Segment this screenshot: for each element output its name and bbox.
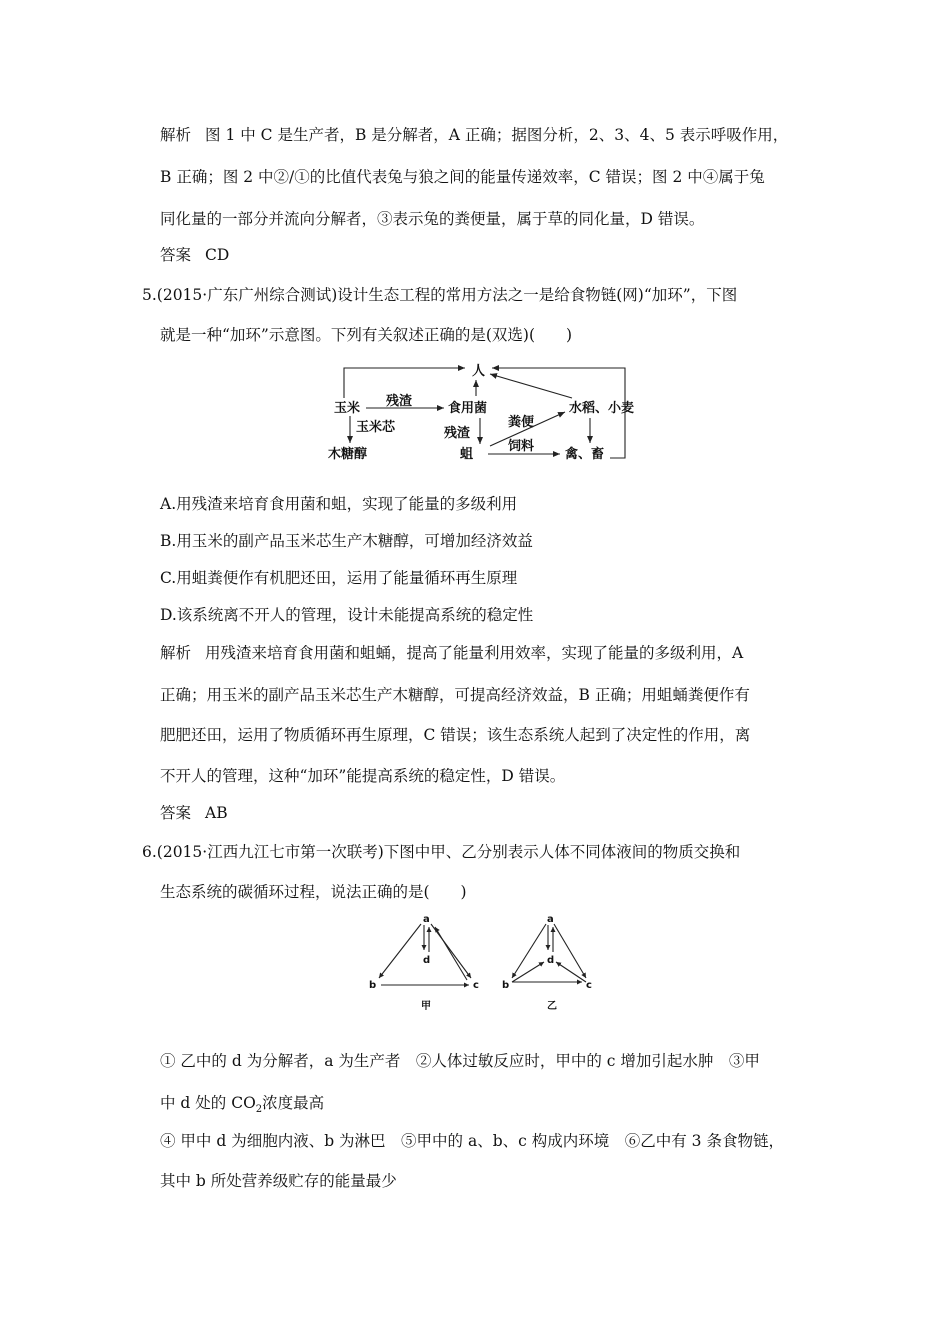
edge-label-feed: 饲料: [508, 439, 535, 454]
node-poultry: 禽、畜: [565, 447, 605, 462]
co2-subscript: 2: [255, 1104, 263, 1116]
q5-solution-line-4: 不开人的管理，这种“加环”能提高系统的稳定性，D 错误。: [160, 767, 566, 785]
q5-food-chain-diagram: [320, 360, 640, 465]
node-maggot: 蛆: [460, 447, 474, 462]
q6-statement-line-1: ① 乙中的 d 为分解者，a 为生产者 ②人体过敏反应时，甲中的 c 增加引起水肿 ③甲: [160, 1052, 760, 1070]
q5-solution-line-2: 正确；用玉米的副产品玉米芯生产木糖醇，可提高经济效益，B 正确；用蛆蛹粪便作有: [160, 686, 750, 704]
node-corn: 玉米: [334, 401, 361, 416]
node-rice-wheat: 水稻、小麦: [569, 401, 635, 416]
jia-node-a: a: [423, 914, 430, 925]
edge-label-corncob: 玉米芯: [356, 420, 396, 435]
q6-statement-line-2: 中 d 处的 $CO_2$浓度最高: [160, 1094, 325, 1116]
node-person: 人: [472, 364, 486, 379]
yi-node-c: c: [586, 980, 592, 991]
q5-stem-line-1: 5.(2015·广东广州综合测试)设计生态工程的常用方法之一是给食物链(网)“加环”，下图: [142, 286, 738, 304]
edge-label-manure: 粪便: [508, 415, 535, 430]
q5-solution-line-1: 解析 用残渣来培育食用菌和蛆蛹，提高了能量利用效率，实现了能量的多级利用，A: [160, 644, 744, 662]
prev-solution-line-2: B 正确；图 2 中②/①的比值代表兔与狼之间的能量传递效率，C 错误；图 2 中④属于兔: [160, 168, 765, 186]
jia-node-b: b: [369, 980, 377, 991]
prev-answer: [160, 248, 229, 264]
q6-stem-line-1: 6.(2015·江西九江七市第一次联考)下图中甲、乙分别表示人体不同体液间的物质交换和: [142, 843, 741, 861]
yi-node-d: d: [547, 955, 555, 966]
solution-label: 解析: [160, 644, 192, 662]
q5-solution-line-3: 肥肥还田，运用了物质循环再生原理，C 错误；该生态系统人起到了决定性的作用，离: [160, 726, 751, 744]
prev-solution-line-3: 同化量的一部分并流向分解者，③表示兔的粪便量，属于草的同化量，D 错误。: [160, 210, 705, 228]
answer-label: 答案: [160, 804, 192, 822]
jia-node-c: c: [473, 980, 479, 991]
node-xylitol: 木糖醇: [328, 447, 368, 462]
q6-statement-line-4: 其中 b 所处营养级贮存的能量最少: [160, 1172, 397, 1190]
yi-caption: 乙: [547, 1001, 557, 1012]
q5-option-d: D.该系统离不开人的管理，设计未能提高系统的稳定性: [160, 606, 534, 624]
answer-value: AB: [205, 804, 228, 822]
answer-label: 答案: [160, 246, 192, 264]
edge-label-residue-2: 残渣: [444, 426, 471, 441]
q5-option-c: C.用蛆粪便作有机肥还田，运用了能量循环再生原理: [160, 569, 518, 587]
solution-label: 解析: [160, 126, 192, 144]
prev-solution-line-1: 解析 图 1 中 C 是生产者，B 是分解者，A 正确；据图分析，2、3、4、5 表示呼吸作用，: [160, 126, 789, 144]
q5-option-b: B.用玉米的副产品玉米芯生产木糖醇，可增加经济效益: [160, 532, 533, 550]
q6-diagram-jia: [365, 910, 490, 1010]
answer-value: CD: [205, 246, 230, 264]
q5-answer: [160, 806, 228, 822]
q6-diagram-yi: [498, 910, 608, 1010]
node-fungus: 食用菌: [448, 401, 488, 416]
q6-stem-line-2: 生态系统的碳循环过程，说法正确的是( ): [160, 883, 467, 901]
yi-node-a: a: [547, 914, 554, 925]
q5-stem-line-2: 就是一种“加环”示意图。下列有关叙述正确的是(双选)( ): [160, 326, 573, 344]
edge-label-residue-1: 残渣: [386, 394, 413, 409]
q5-option-a: A.用残渣来培育食用菌和蛆，实现了能量的多级利用: [160, 495, 518, 513]
jia-caption: 甲: [421, 1001, 431, 1012]
yi-node-b: b: [502, 980, 510, 991]
q6-statement-line-3: ④ 甲中 d 为细胞内液、b 为淋巴 ⑤甲中的 a、b、c 构成内环境 ⑥乙中有 3 条食物链，: [160, 1132, 784, 1150]
jia-node-d: d: [423, 955, 431, 966]
